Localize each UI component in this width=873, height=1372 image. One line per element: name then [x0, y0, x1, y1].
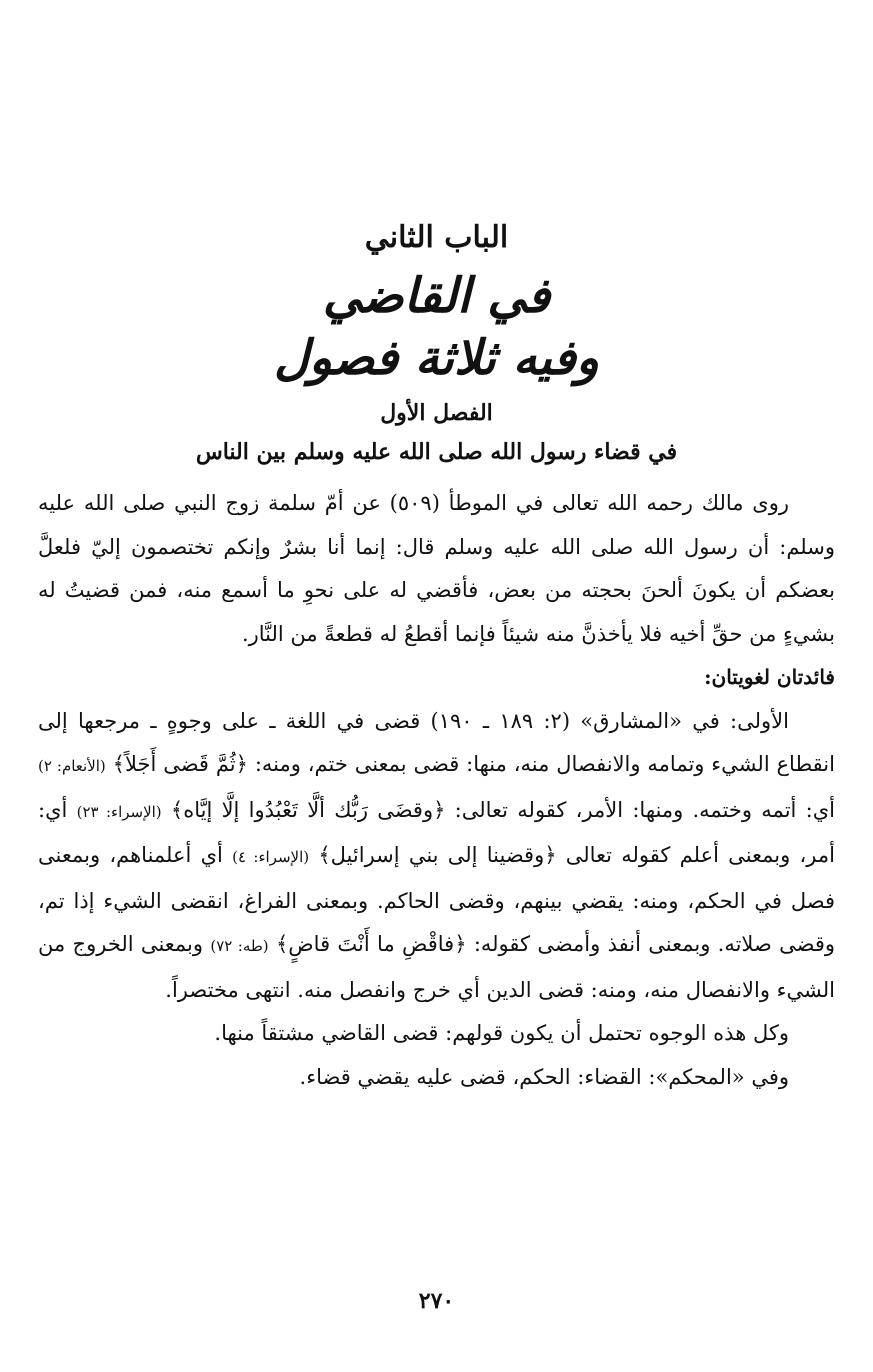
- section-title: الفصل الأول: [380, 400, 493, 426]
- book-page: [38, 0, 835, 1372]
- chapter-title: في القاضي: [322, 268, 551, 324]
- page-number: ٢٧٠: [418, 1288, 455, 1314]
- first-note-paragraph: [38, 700, 835, 1013]
- text-segment: أي: أتمه وختمه. ومنها: الأمر، كقوله تعالى: ﴿وقضَى رَبُّك ألَّا تَعْبُدُوا إلَّا إيَّاه﴾: [170, 797, 835, 822]
- chapter-heading: الباب الثاني: [364, 220, 509, 255]
- quran-reference: (الإسراء: ٤): [232, 848, 310, 866]
- derivation-paragraph: وكل هذه الوجوه تحتمل أن يكون قولهم: قضى القاضي مشتقاً منها.: [214, 1021, 789, 1045]
- subheading-linguistic-notes: فائدتان لغويتان:: [704, 665, 835, 689]
- quran-reference: (الإسراء: ٢٣): [76, 802, 162, 821]
- text-segment: أي أعلمناهم، وبمعنى فصل في الحكم، ومنه: يقضي بينهم، وقضى الحاكم. وبمعنى الفراغ، انقضى الشيء إذا تم، وقضى صلاته. وبمعنى أنفذ وأمضى كقوله: ﴿فاقْضِ ما أَنْتَ قاضٍ﴾: [38, 843, 835, 956]
- chapter-subtitle: وفيه ثلاثة فصول: [273, 330, 600, 386]
- quran-reference: (الأنعام: ٢): [38, 757, 106, 775]
- section-subtitle: في قضاء رسول الله صلى الله عليه وسلم بين الناس: [195, 439, 678, 465]
- text-segment: وبمعنى الخروج من الشيء والانفصال منه، ومنه: قضى الدين أي خرج وانفصل منه. انتهى مختصراً.: [38, 932, 835, 1002]
- quran-reference: (طه: ٧٢): [210, 937, 269, 955]
- hadith-paragraph: روى مالك رحمه الله تعالى في الموطأ (٥٠٩) عن أمّ سلمة زوج النبي صلى الله عليه وسلم: أن رسول الله صلى الله عليه وسلم قال: إنما أنا بشرٌ وإنكم تختصمون إليّ فلعلَّ بعضكم أن يكونَ ألحنَ بحجته من بعض، فأقضي له على نحوِ ما أسمع منه، فمن قضيتُ له بشيءٍ من حقِّ أخيه فلا يأخذنَّ منه شيئاً فإنما أقطعُ له قطعةً من النَّار.: [38, 491, 835, 646]
- text-segment: الأولى: في «المشارق» (٢: ١٨٩ ـ ١٩٠) قضى في اللغة ـ على وجوهٍ ـ مرجعها إلى انقطاع الشيء وتمامه والانفصال منه، منها: قضى بمعنى ختم، ومنه: ﴿ثُمَّ قَضى أَجَلاً﴾: [38, 708, 835, 776]
- muhkam-paragraph: وفي «المحكم»: القضاء: الحكم، قضى عليه يقضي قضاء.: [299, 1064, 789, 1089]
- body-text: [38, 482, 835, 1099]
- text-segment: أي: أمر، وبمعنى أعلم كقوله تعالى ﴿وقضينا إلى بني إسرائيل﴾: [38, 797, 835, 867]
